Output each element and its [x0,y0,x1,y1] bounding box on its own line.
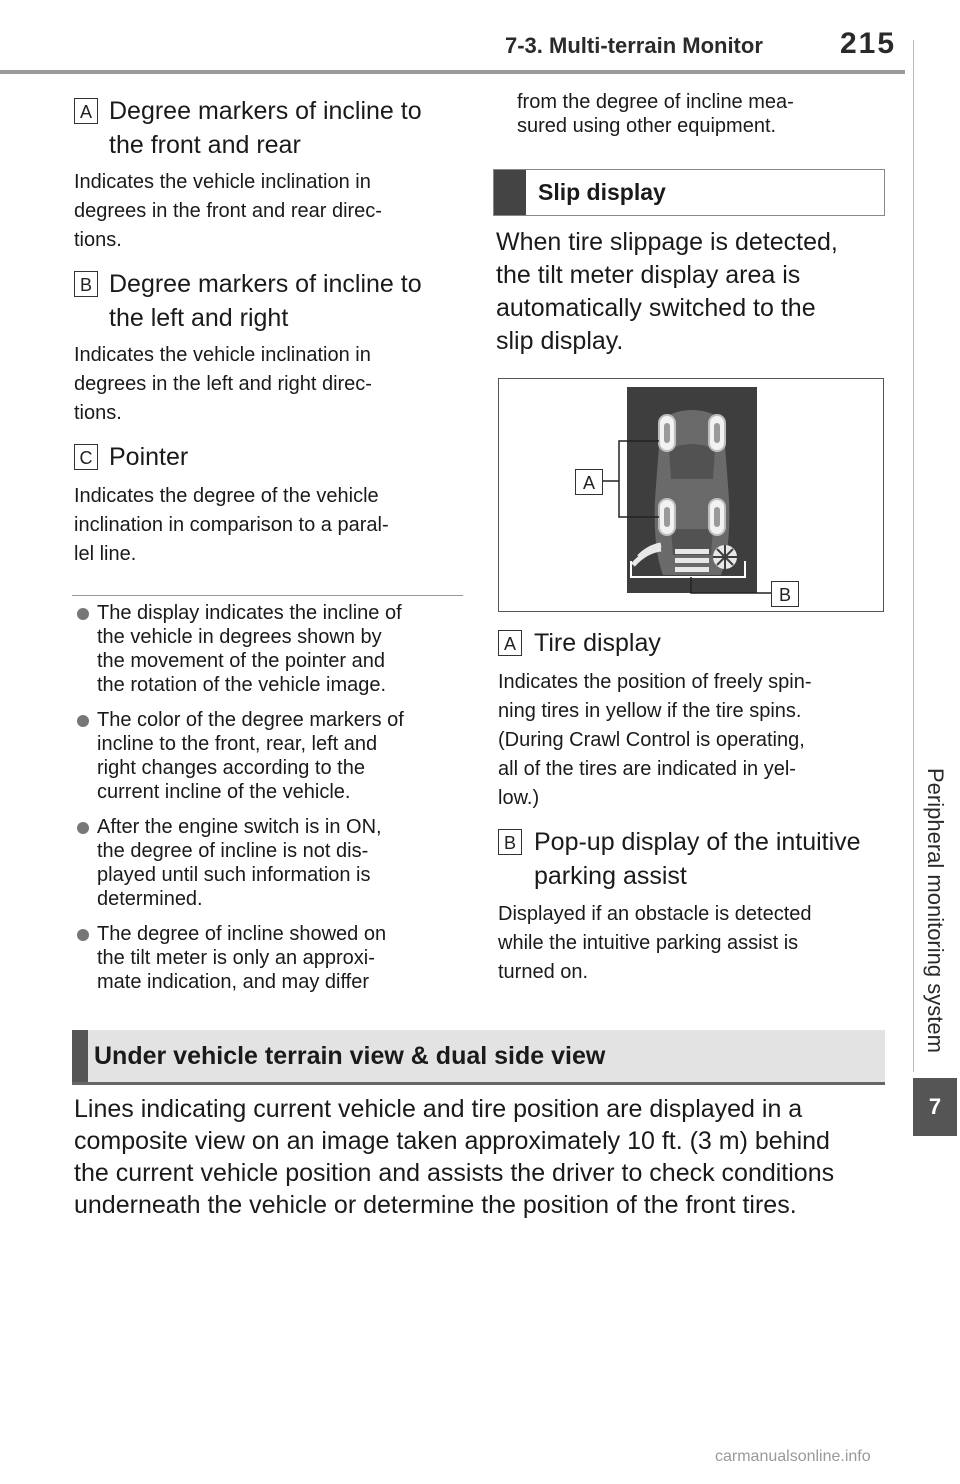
chapter-number-tab: 7 [913,1078,957,1136]
under-vehicle-line-3: the current vehicle position and assists the driver to check conditions [74,1159,835,1187]
under-vehicle-line-1: Lines indicating current vehicle and tire position are displayed in a [74,1095,803,1123]
popup-display-title-1: Pop-up display of the intuitive [534,828,861,856]
notes-divider [72,595,463,596]
tire-display-desc-3: (During Crawl Control is operating, [498,729,805,751]
watermark: carmanualsonline.info [715,1448,871,1465]
note-1-line-3: the movement of the pointer and [97,650,385,672]
item-c-desc-2: inclination in comparison to a paral- [74,514,389,536]
note-1-line-2: the vehicle in degrees shown by [97,626,382,648]
item-a-desc-2: degrees in the front and rear direc- [74,200,382,222]
under-vehicle-line-4: underneath the vehicle or determine the position of the front tires. [74,1191,797,1219]
tire-display-desc-1: Indicates the position of freely spin- [498,671,812,693]
popup-display-title-2: parking assist [534,862,687,890]
intro-line-3: automatically switched to the [496,294,816,322]
heading-bar [494,170,526,215]
bullet-icon [77,608,89,620]
note-3-line-2: the degree of incline is not dis- [97,840,369,862]
item-c-desc-1: Indicates the degree of the vehicle [74,485,379,507]
note-2-line-2: incline to the front, rear, left and [97,733,378,755]
note-1-line-1: The display indicates the incline of [97,602,402,624]
chapter-label: Peripheral monitoring system [923,767,948,1053]
item-b-title-2: the left and right [109,304,289,332]
popup-display-desc-1: Displayed if an obstacle is detected [498,903,812,925]
note-4-line-2: the tilt meter is only an approxi- [97,947,375,969]
section-title: 7-3. Multi-terrain Monitor [505,33,763,58]
page-number: 215 [840,27,897,60]
note-4-line-1: The degree of incline showed on [97,923,387,945]
under-vehicle-heading [72,1030,885,1085]
popup-display-desc-3: turned on. [498,961,589,983]
tire-display-title: Tire display [534,629,661,657]
item-a-title-2: the front and rear [109,131,301,159]
item-b-desc-3: tions. [74,402,122,424]
note-3-line-1: After the engine switch is in ON, [97,816,382,838]
popup-display-desc-2: while the intuitive parking assist is [498,932,799,954]
continued-line-1: from the degree of incline mea- [517,91,794,113]
header-rule [0,70,905,74]
item-a-title-1: Degree markers of incline to [109,97,422,125]
figure-callout-b: B [771,581,799,607]
item-b-desc-2: degrees in the left and right direc- [74,373,372,395]
tire-display-desc-4: all of the tires are indicated in yel- [498,758,796,780]
item-b-title-1: Degree markers of incline to [109,270,422,298]
note-2-line-3: right changes according to the [97,757,365,779]
badge-c: C [74,444,98,470]
badge-a: A [74,98,98,124]
note-3-line-4: determined. [97,888,203,910]
under-vehicle-heading-text: Under vehicle terrain view & dual side view [94,1041,606,1070]
badge-b: B [74,271,98,297]
under-vehicle-line-2: composite view on an image taken approximately 10 ft. (3 m) behind [74,1127,830,1155]
slip-display-illustration [499,379,885,613]
bullet-icon [77,929,89,941]
note-1-line-4: the rotation of the vehicle image. [97,674,387,696]
slip-display-heading-text: Slip display [538,179,666,205]
badge-b: B [498,829,522,855]
note-3-line-3: played until such information is [97,864,371,886]
item-a-desc-3: tions. [74,229,122,251]
figure-callout-a: A [575,469,603,495]
intro-line-2: the tilt meter display area is [496,261,801,289]
bullet-icon [77,715,89,727]
tire-display-desc-5: low.) [498,787,540,809]
slip-display-figure [498,378,884,612]
item-c-desc-3: lel line. [74,543,137,565]
bullet-icon [77,822,89,834]
note-2-line-1: The color of the degree markers of [97,709,404,731]
tire-display-desc-2: ning tires in yellow if the tire spins. [498,700,802,722]
item-c-title: Pointer [109,443,189,471]
intro-line-1: When tire slippage is detected, [496,228,838,256]
item-b-desc-1: Indicates the vehicle inclination in [74,344,371,366]
note-4-line-3: mate indication, and may differ [97,971,370,993]
slip-display-heading [493,169,885,216]
heading-bar [72,1030,88,1082]
note-2-line-4: current incline of the vehicle. [97,781,351,803]
item-a-desc-1: Indicates the vehicle inclination in [74,171,371,193]
continued-line-2: sured using other equipment. [517,115,777,137]
intro-line-4: slip display. [496,327,624,355]
badge-a: A [498,630,522,656]
